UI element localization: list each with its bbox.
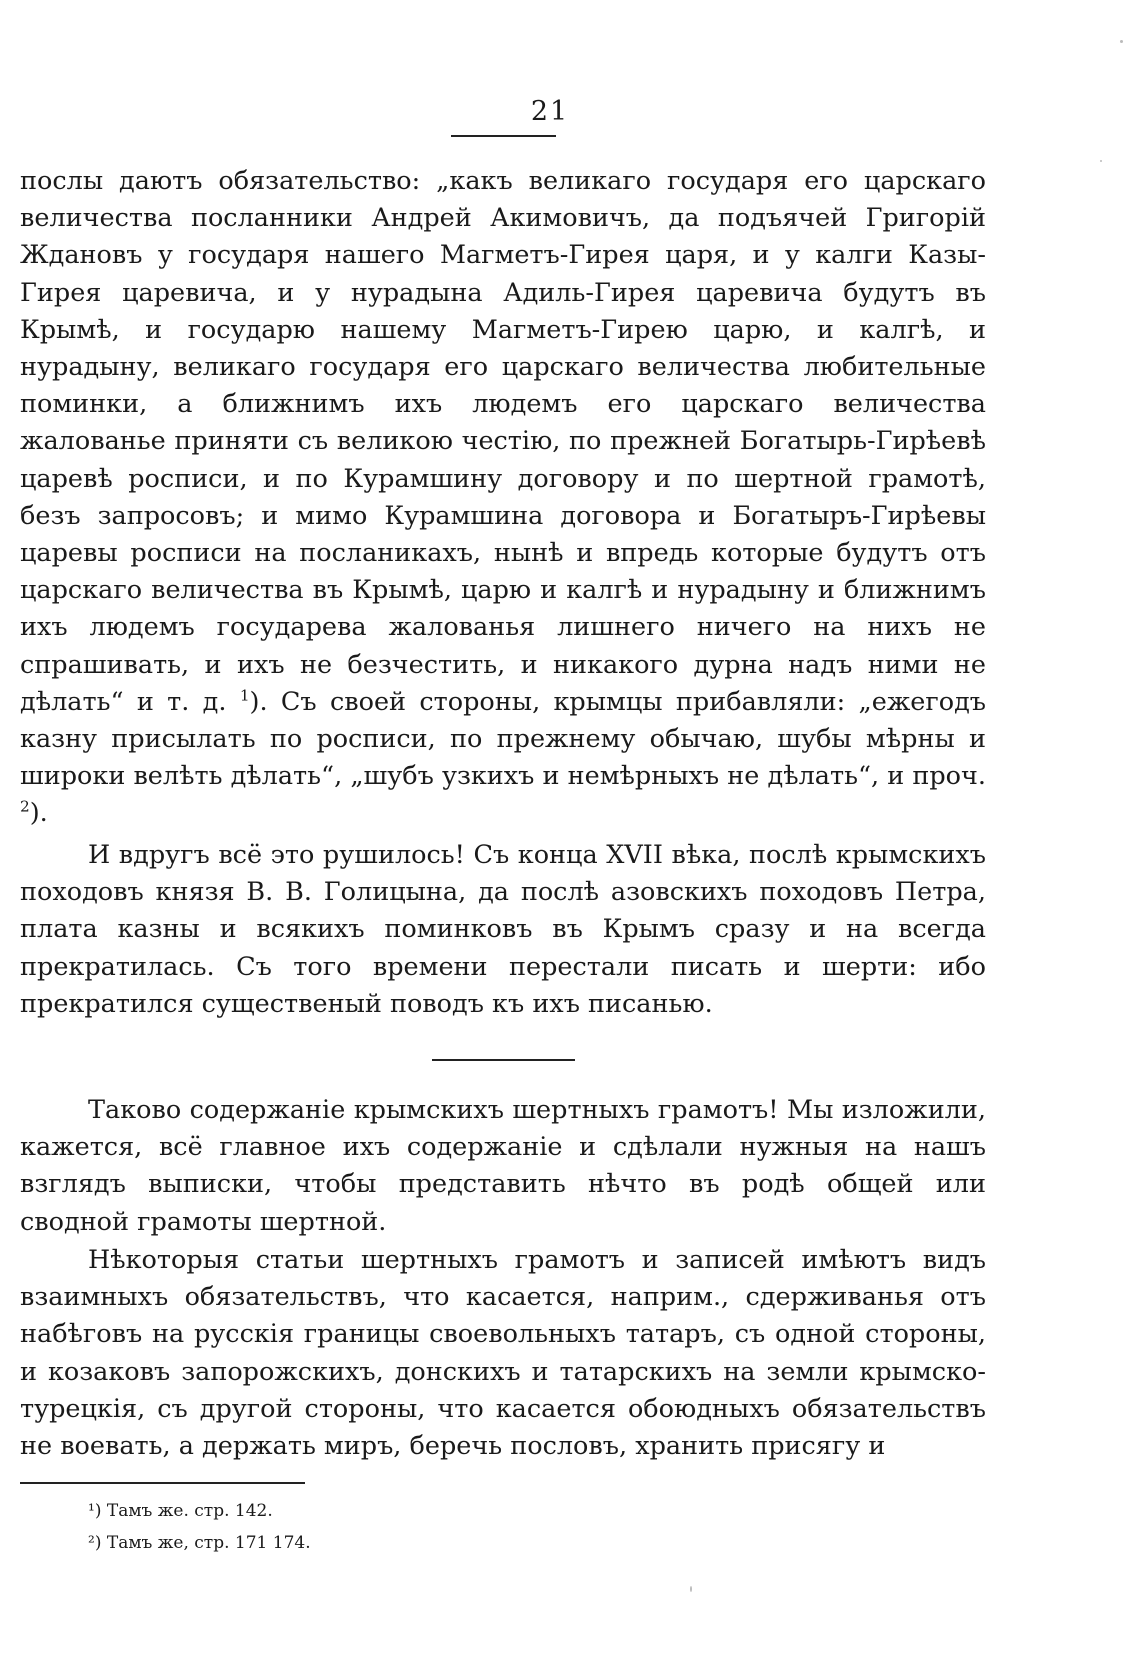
paragraph-4: Нѣкоторыя статьи шертныхъ грамотъ и записей имѣютъ видъ взаимныхъ обязательствъ, что касается, наприм., сдерживанья отъ набѣговъ на русскія границы своевольныхъ татаръ, съ одной стороны, и козаковъ запорожскихъ, донскихъ и татарскихъ на земли крымско-турецкія, съ другой стороны, что касается обоюдныхъ обязательствъ не воевать, а держать миръ, беречь пословъ, хранить присягу и (20, 1245, 986, 1462)
footnote-1-text: Тамъ же. стр. 142. (106, 1501, 273, 1521)
paragraph-1-text: послы даютъ обязательство: „какъ великаго государя его царскаго величества посланники Андрей Акимовичъ, да подъячей Григорій Ждановъ у государя нашего Магметъ-Гирея царя, и у калги Казы-Гирея царевича, и у нурадына Адиль-Гирея царевича будутъ въ Крымѣ, и государю нашему Магметъ-Гирею царю, и калгѣ, и нурадыну, великаго государя его царскаго величества любительные поминки, а ближнимъ ихъ людемъ его царскаго величества жалованье приняти съ великою честію, по прежней Богатырь-Гирѣевѣ царевѣ росписи, и по Курамшину договору и по шертной грамотѣ, безъ запросовъ; и мимо Курамшина договора и Богатыръ-Гирѣевы царевы росписи на посланикахъ, нынѣ и впредь которые будутъ отъ царскаго величества въ Крымѣ, царю и калгѣ и нурадыну и ближнимъ ихъ людемъ государева жалованья лишнего ничего на нихъ не спрашивать, и ихъ не безчестить, и никакого дурна надъ ними не дѣлать“ и т. д. (20, 166, 986, 717)
paragraph-3: Таково содержаніе крымскихъ шертныхъ грамотъ! Мы изложили, кажется, всё главное ихъ содержаніе и сдѣлали нужныя на нашъ взглядъ выписки, чтобы представить нѣчто въ родѣ общей или сводной грамоты шертной. (20, 1095, 986, 1237)
footnote-2 (88, 1532, 311, 1554)
scan-speck (690, 1586, 692, 1592)
paragraph-2: И вдругъ всё это рушилось! Съ конца XVII вѣка, послѣ крымскихъ походовъ князя В. В. Голицына, да послѣ азовскихъ походовъ Петра, плата казны и всякихъ поминковъ въ Крымъ сразу и на всегда прекратилась. Съ того времени перестали писать и шерти: ибо прекратился существеный поводъ къ ихъ писанью. (20, 840, 986, 1019)
paragraph-1-text-end: ). (29, 798, 48, 829)
paragraph-1-text-continued: ). Съ своей стороны, крымцы прибавляли: „ежегодъ казну присылать по росписи, по прежнему обычаю, шубы мѣрны и широки велѣть дѣлать“, „шубъ узкихъ и немѣрныхъ не дѣлать“, и проч. (20, 686, 987, 792)
footnote-rule (20, 1482, 305, 1484)
paragraph-1 (20, 163, 986, 833)
scan-speck (1100, 160, 1102, 162)
footnote-1-marker: ¹) (88, 1501, 102, 1521)
page-number-rule (451, 135, 556, 137)
page-number: 21 (530, 96, 570, 127)
footnote-ref-1: 1 (239, 686, 250, 705)
footnote-2-text: Тамъ же, стр. 171 174. (106, 1533, 311, 1553)
scan-speck (1120, 40, 1123, 43)
footnote-1 (88, 1500, 273, 1522)
footnote-2-marker: ²) (88, 1533, 102, 1553)
footnote-ref-2: 2 (20, 797, 30, 816)
section-divider (432, 1059, 575, 1061)
